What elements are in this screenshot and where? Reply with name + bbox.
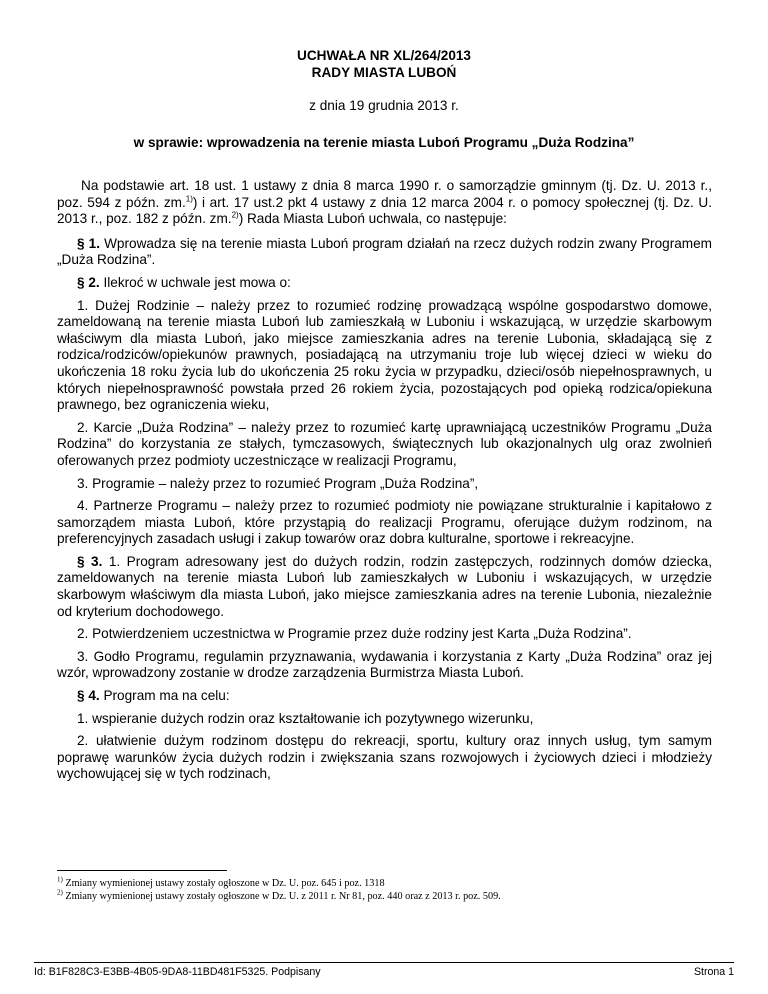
resolution-subject: w sprawie: wprowadzenia na terenie miasta Luboń Programu „Duża Rodzina” xyxy=(133,135,635,150)
footnote xyxy=(57,890,717,903)
paragraph-mark: § 4. xyxy=(77,688,100,704)
paragraph-text: 2. Potwierdzeniem uczestnictwa w Programie przez duże rodziny jest Karta „Duża Rodzina”. xyxy=(77,626,632,642)
paragraph xyxy=(57,420,712,470)
paragraph-text: 1. Program adresowany jest do dużych rodzin, rodzin zastępczych, rodzinnych domów dziecka, zameldowanych na terenie miasta Luboń lub zamieszkałych w Luboniu i wskazujących, w urzędzie skarbowym właściwym dla miasta Luboń, jako miejsce zamieszkania adres na terenie Lubonia, niezależnie od kryterium dochodowego. xyxy=(57,553,712,619)
footer-separator xyxy=(34,962,734,963)
footnote-mark: 1) xyxy=(57,875,63,884)
paragraph-text: 3. Godło Programu, regulamin przyznawania, wydawania i korzystania z Karty „Duża Rodzina” oraz jej wzór, wprowadzony zostanie w drodze zarządzenia Burmistrza Miasta Luboń. xyxy=(57,648,712,681)
paragraph xyxy=(57,498,712,548)
footnote-text: Zmiany wymienionej ustawy zostały ogłoszone w Dz. U. z 2011 r. Nr 81, poz. 440 oraz z 2013 r. poz. 509. xyxy=(62,891,501,902)
paragraph-mark: § 3. xyxy=(77,553,103,569)
paragraph-mark: § 1. xyxy=(77,235,100,251)
page-number: Strona 1 xyxy=(693,966,734,978)
paragraph xyxy=(57,275,712,292)
paragraph xyxy=(57,626,712,643)
paragraph xyxy=(57,733,712,783)
paragraph-text: 1. wspieranie dużych rodzin oraz kształtowanie ich pozytywnego wizerunku, xyxy=(77,710,534,726)
document-header xyxy=(0,47,768,81)
paragraph-text: 1. Dużej Rodzinie – należy przez to rozumieć rodzinę prowadzącą wspólne gospodarstwo domowe, zameldowaną na terenie miasta Luboń lub zamieszkałą w Luboniu i wskazującą, w urzędzie skarbowym właściwym dla miasta Luboń, jako miejsce zamieszkania adres na terenie Lubonia, składającą się z rodzica/rodziców/opiekunów prawnych, posiadającą na utrzymaniu troje lub więcej dzieci w wieku do ukończenia 18 roku życia lub do ukończenia 25 roku życia w przypadku, dzieci/osób niepełnosprawnych, u których niepełnosprawność powstała przed 26 rokiem życia, pozostających pod opieką rodzica/opiekuna prawnego, bez ograniczenia wieku, xyxy=(57,297,712,413)
paragraph xyxy=(57,711,712,728)
paragraph-text: Ilekroć w uchwale jest mowa o: xyxy=(99,274,291,290)
footnote-text: Zmiany wymienionej ustawy zostały ogłoszone w Dz. U. poz. 645 i poz. 1318 xyxy=(62,878,385,889)
footnote-ref-1: 1) xyxy=(185,194,193,204)
preamble-text-c: ) Rada Miasta Luboń uchwala, co następuje: xyxy=(238,211,507,227)
paragraph xyxy=(57,688,712,705)
paragraph-mark: § 2. xyxy=(77,274,100,290)
paragraph xyxy=(57,649,712,682)
preamble xyxy=(57,178,712,228)
paragraph-text: 2. Karcie „Duża Rodzina” – należy przez to rozumieć kartę uprawniającą uczestników Programu „Duża Rodzina” do korzystania ze stałych, tymczasowych, świątecznych lub okazjonalnych ulg oraz zwolnień oferowanych przez podmioty uczestniczące w realizacji Programu, xyxy=(57,419,712,468)
paragraph xyxy=(57,554,712,620)
paragraph-text: 3. Programie – należy przez to rozumieć Program „Duża Rodzina”, xyxy=(77,475,479,491)
paragraph xyxy=(57,236,712,269)
paragraph-text: 2. ułatwienie dużym rodzinom dostępu do rekreacji, sportu, kultury oraz innych usług, tym samym poprawę warunków życia dużych rodzin i zwiększania szans rozwojowych i życiowych dzieci i młodzieży wychowującej się w tych rodzinach, xyxy=(57,733,712,782)
paragraph-text: Program ma na celu: xyxy=(99,688,230,704)
paragraph-text: 4. Partnerze Programu – należy przez to rozumieć podmioty nie powiązane strukturalnie i kapitałowo z samorządem miasta Luboń, które przystąpią do realizacji Programu, oferujące dużym rodzinom, na preferencyjnych zasadach usługi i zakup towarów oraz dobra kulturalne, sportowe i rekreacyjne. xyxy=(57,498,712,547)
council-name: RADY MIASTA LUBOŃ xyxy=(311,65,457,80)
footnote-separator xyxy=(57,870,227,871)
resolution-number: UCHWAŁA NR XL/264/2013 xyxy=(297,48,471,63)
resolution-date: z dnia 19 grudnia 2013 r. xyxy=(309,98,459,113)
preamble-text-a: Na podstawie art. 18 ust. 1 ustawy z dnia 8 marca 1990 r. o samorządzie gminnym (tj. Dz. U. 2013 r., poz. 594 z późn. zm. xyxy=(57,178,712,210)
paragraph xyxy=(57,476,712,493)
paragraph-text: Wprowadza się na terenie miasta Luboń program działań na rzecz dużych rodzin zwany Programem „Duża Rodzina”. xyxy=(57,235,712,268)
footnote xyxy=(57,877,717,890)
footnotes xyxy=(57,877,717,903)
footnote-mark: 2) xyxy=(57,888,63,897)
footnote-ref-2: 2) xyxy=(231,210,239,220)
document-body xyxy=(57,178,712,789)
paragraph xyxy=(57,298,712,414)
document-id: Id: B1F828C3-E3BB-4B05-9DA8-11BD481F5325. Podpisany xyxy=(34,966,321,978)
preamble-text-b: ) i art. 17 ust.2 pkt 4 ustawy z dnia 12 marca 2004 r. o pomocy społecznej (tj. Dz. U. 2013 r., poz. 182 z późn. zm. xyxy=(57,194,712,227)
